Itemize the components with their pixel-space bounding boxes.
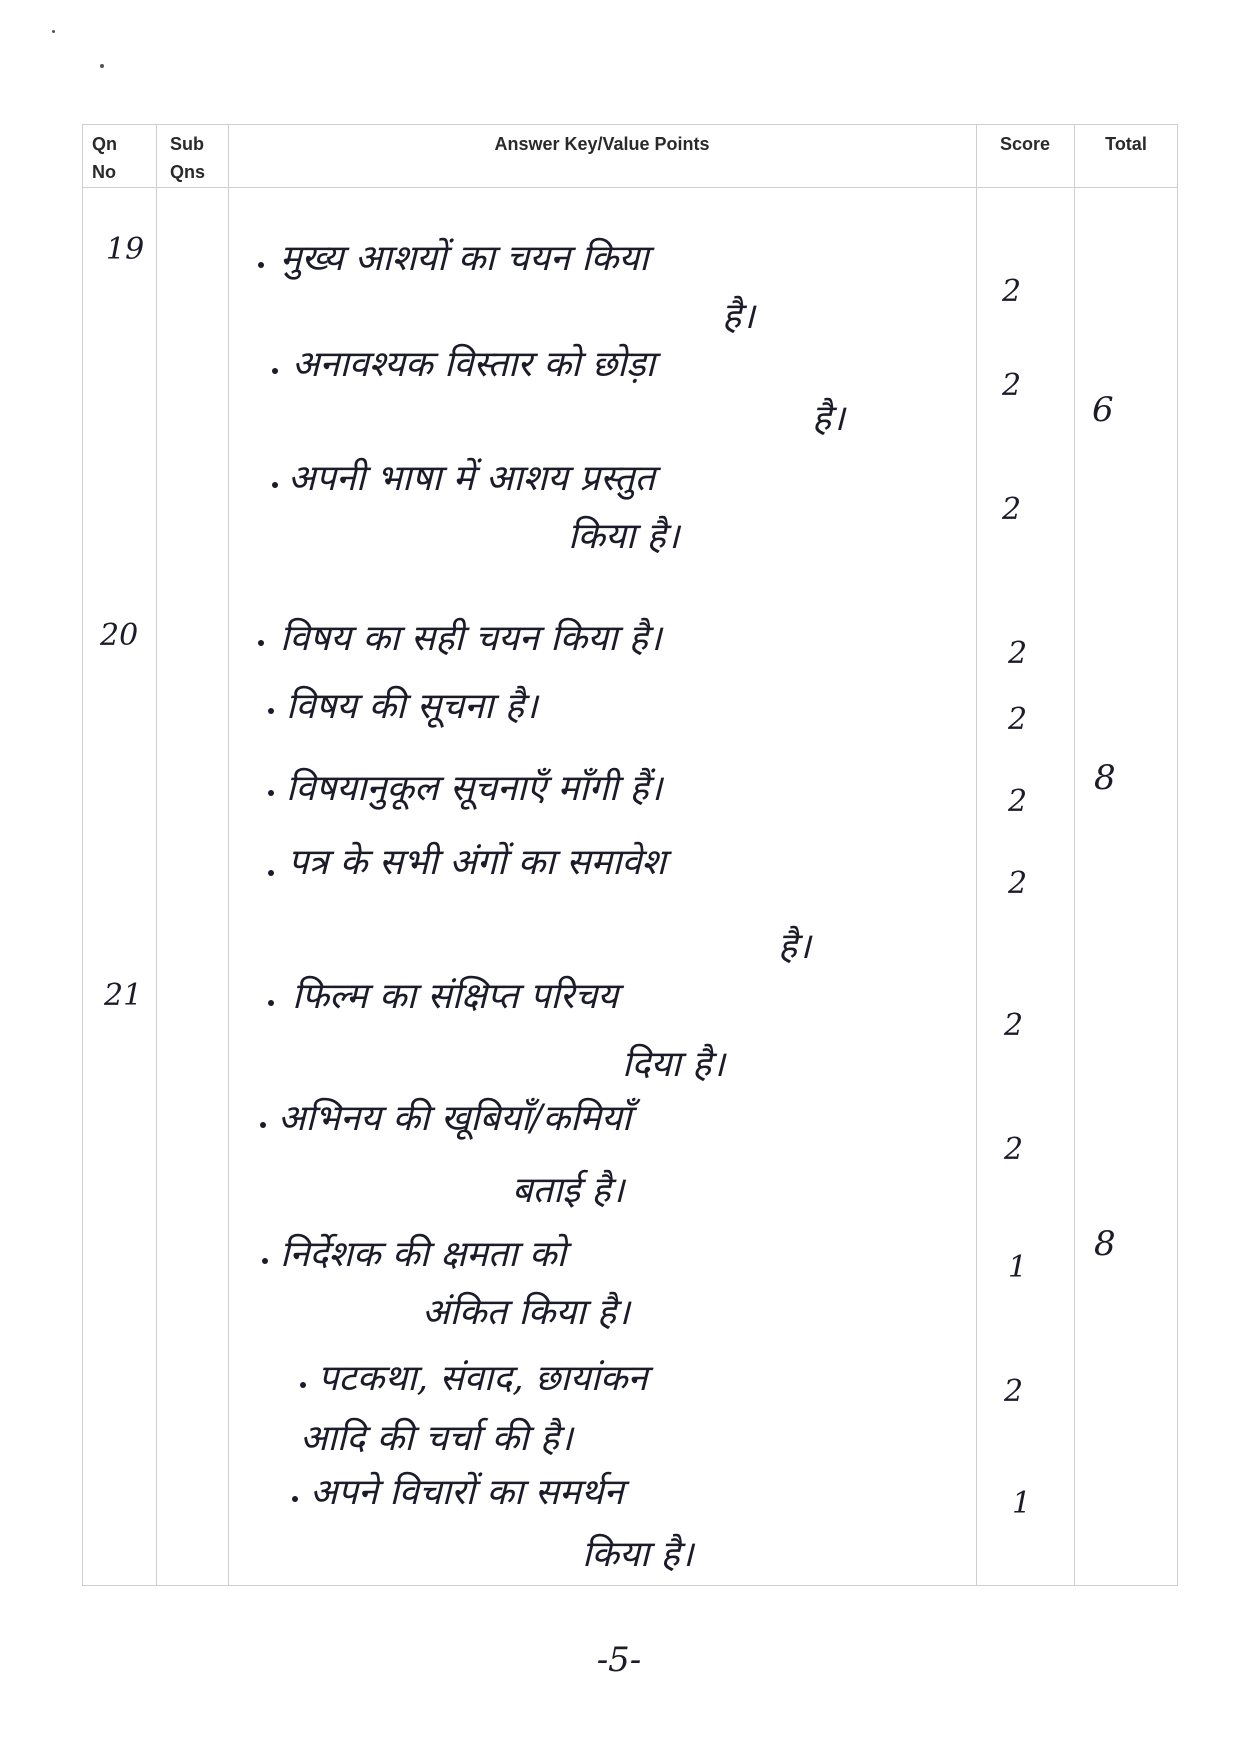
header-qn-no: Qn No: [92, 134, 117, 182]
value-point: पटकथा, संवाद, छायांकन: [318, 1358, 648, 1399]
column-divider: [976, 124, 977, 1586]
header-answer-key: Answer Key/Value Points: [494, 134, 710, 154]
header-divider: [82, 187, 1178, 188]
bullet-point: [258, 262, 264, 268]
value-point-continuation: है।: [722, 296, 755, 337]
question-total: 6: [1092, 390, 1114, 430]
bullet-point: [272, 482, 278, 488]
point-score: 2: [1004, 1008, 1024, 1043]
value-point-continuation: है।: [778, 926, 811, 967]
point-score: 2: [1008, 636, 1028, 671]
point-score: 2: [1002, 492, 1022, 527]
value-point: विषय का सही चयन किया है।: [280, 618, 662, 659]
point-score: 1: [1008, 1250, 1028, 1285]
point-score: 1: [1012, 1486, 1032, 1521]
value-point-continuation: किया है।: [582, 1534, 694, 1575]
bullet-point: [268, 1000, 274, 1006]
bullet-point: [268, 790, 274, 796]
scan-speck: [52, 30, 55, 33]
scan-speck: [100, 64, 104, 68]
value-point: विषय की सूचना है।: [286, 686, 538, 727]
answer-key-table: [82, 124, 1178, 1586]
table-border-left: [82, 124, 83, 1586]
point-score: 2: [1008, 866, 1028, 901]
value-point: पत्र के सभी अंगों का समावेश: [288, 842, 666, 883]
bullet-point: [262, 1258, 268, 1264]
bullet-point: [300, 1382, 306, 1388]
column-divider: [1074, 124, 1075, 1586]
value-point: अनावश्यक विस्तार को छोड़ा: [292, 344, 656, 385]
value-point: अभिनय की खूबियाँ/कमियाँ: [278, 1098, 632, 1139]
header-score: Score: [999, 134, 1051, 154]
value-point: विषयानुकूल सूचनाएँ माँगी हैं।: [286, 768, 663, 809]
bullet-point: [292, 1496, 298, 1502]
value-point-continuation: बताई है।: [512, 1170, 625, 1211]
value-point: मुख्य आशयों का चयन किया: [280, 238, 649, 279]
bullet-point: [268, 870, 274, 876]
point-score: 2: [1008, 702, 1028, 737]
value-point-continuation: अंकित किया है।: [422, 1292, 630, 1333]
point-score: 2: [1004, 1132, 1024, 1167]
point-score: 2: [1002, 368, 1022, 403]
table-border-top: [82, 124, 1178, 125]
point-score: 2: [1002, 274, 1022, 309]
value-point-continuation: आदि की चर्चा की है।: [300, 1418, 573, 1459]
question-number: 21: [104, 978, 143, 1013]
bullet-point: [268, 708, 274, 714]
question-total: 8: [1094, 1224, 1116, 1264]
bullet-point: [272, 368, 278, 374]
header-sub-qns: Sub Qns: [170, 134, 206, 182]
value-point-continuation: किया है।: [568, 516, 680, 557]
value-point: अपनी भाषा में आशय प्रस्तुत: [288, 458, 656, 499]
question-number: 20: [100, 618, 139, 653]
value-point-continuation: दिया है।: [622, 1044, 725, 1085]
header-total: Total: [1105, 134, 1147, 154]
question-total: 8: [1094, 758, 1116, 798]
bullet-point: [258, 640, 264, 646]
point-score: 2: [1004, 1374, 1024, 1409]
column-divider: [156, 124, 157, 1586]
value-point: फिल्म का संक्षिप्त परिचय: [292, 976, 619, 1017]
value-point: अपने विचारों का समर्थन: [310, 1472, 624, 1513]
point-score: 2: [1008, 784, 1028, 819]
value-point-continuation: है।: [812, 398, 845, 439]
bullet-point: [260, 1122, 266, 1128]
table-border-right: [1177, 124, 1178, 1586]
value-point: निर्देशक की क्षमता को: [280, 1234, 567, 1275]
table-border-bottom: [82, 1585, 1178, 1586]
page-number: -5-: [596, 1640, 642, 1680]
question-number: 19: [106, 232, 145, 267]
column-divider: [228, 124, 229, 1586]
